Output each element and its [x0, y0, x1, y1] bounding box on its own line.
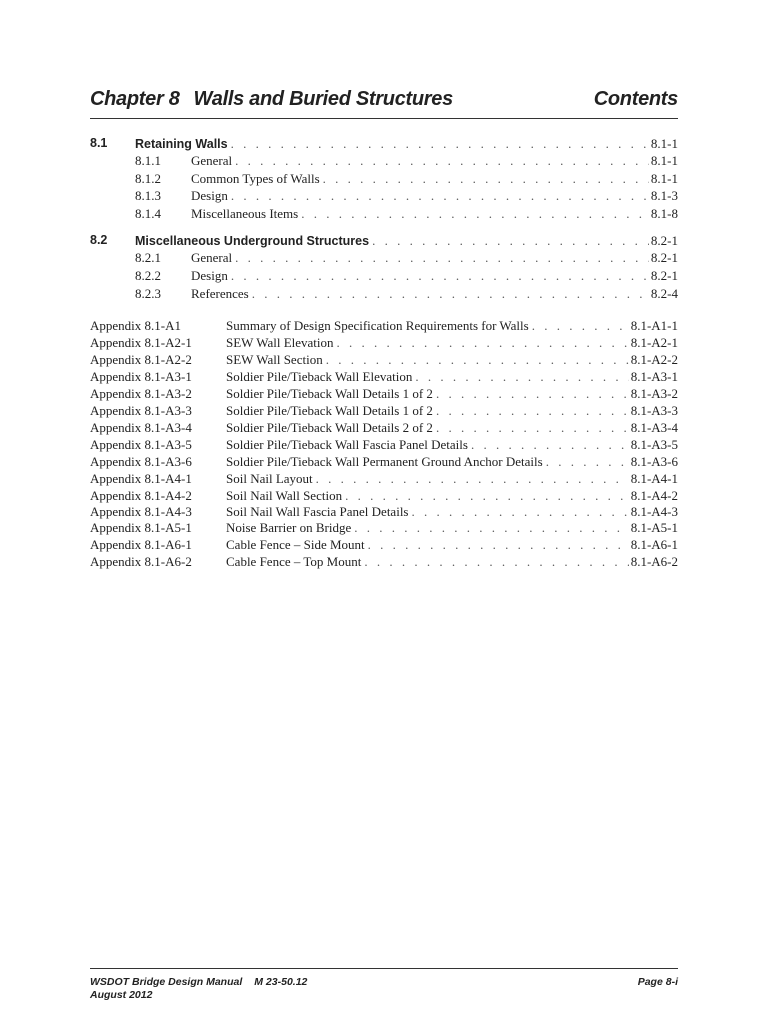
subsection-title: Common Types of Walls [191, 170, 323, 187]
footer-manual-line [90, 976, 307, 989]
appendix-id: Appendix 8.1-A4-3 [90, 504, 192, 519]
toc-appendix-row[interactable] [90, 519, 678, 536]
appendix-id: Appendix 8.1-A6-1 [90, 537, 192, 552]
toc-subsection-8-1-1[interactable] [135, 152, 678, 169]
leader-dots [436, 385, 629, 402]
toc-subsection-8-1-4[interactable] [135, 205, 678, 222]
subsection-page: 8.1-3 [650, 188, 678, 203]
appendix-id: Appendix 8.1-A3-1 [90, 369, 192, 384]
subsection-page: 8.1-1 [650, 171, 678, 186]
toc-subsection-8-2-1[interactable] [135, 249, 678, 266]
toc-appendix-row[interactable] [90, 503, 678, 520]
appendix-page: 8.1-A6-1 [630, 537, 678, 552]
appendix-id: Appendix 8.1-A1 [90, 318, 181, 333]
appendix-id: Appendix 8.1-A3-5 [90, 437, 192, 452]
appendix-page: 8.1-A3-4 [630, 420, 678, 435]
appendix-page: 8.1-A4-2 [630, 488, 678, 503]
appendix-id: Appendix 8.1-A4-2 [90, 488, 192, 503]
appendix-title: SEW Wall Section [226, 351, 326, 368]
leader-dots [415, 368, 628, 385]
appendix-id: Appendix 8.1-A6-2 [90, 554, 192, 569]
toc-appendix-row[interactable] [90, 419, 678, 436]
toc-appendix-row[interactable] [90, 317, 678, 334]
section-title: Retaining Walls [135, 136, 231, 152]
leader-dots [471, 436, 629, 453]
subsection-page: 8.2-1 [650, 250, 678, 265]
toc-appendix-row[interactable] [90, 385, 678, 402]
subsection-page: 8.1-1 [650, 153, 678, 168]
appendix-title: SEW Wall Elevation [226, 334, 337, 351]
section-title: Miscellaneous Underground Structures [135, 233, 372, 249]
appendix-page: 8.1-A6-2 [630, 554, 678, 569]
footer-manual-name: WSDOT Bridge Design Manual [90, 976, 243, 988]
subsection-title: General [191, 152, 235, 169]
appendix-title: Soil Nail Wall Fascia Panel Details [226, 503, 412, 520]
subsection-title: References [191, 285, 252, 302]
section-number: 8.1 [90, 136, 108, 150]
appendix-title: Cable Fence – Side Mount [226, 536, 368, 553]
appendix-id: Appendix 8.1-A5-1 [90, 520, 192, 535]
subsection-number: 8.1.4 [135, 206, 161, 221]
leader-dots [235, 249, 649, 266]
toc-appendix-row[interactable] [90, 351, 678, 368]
appendix-page: 8.1-A3-2 [630, 386, 678, 401]
subsection-number: 8.2.2 [135, 268, 161, 283]
appendix-title: Soil Nail Wall Section [226, 487, 345, 504]
chapter-number: Chapter 8 [90, 88, 180, 110]
chapter-header [90, 88, 678, 119]
toc-appendix-row[interactable] [90, 470, 678, 487]
subsection-title: General [191, 249, 235, 266]
appendix-id: Appendix 8.1-A3-4 [90, 420, 192, 435]
chapter-heading [90, 88, 453, 111]
appendix-title: Noise Barrier on Bridge [226, 519, 354, 536]
leader-dots [301, 205, 649, 222]
appendix-title: Soil Nail Layout [226, 470, 316, 487]
leader-dots [337, 334, 629, 351]
footer-date: August 2012 [90, 989, 153, 1001]
contents-label: Contents [593, 88, 678, 110]
appendix-page: 8.1-A3-1 [630, 369, 678, 384]
toc-appendix-row[interactable] [90, 553, 678, 570]
appendix-page: 8.1-A3-5 [630, 437, 678, 452]
appendix-title: Summary of Design Specification Requirements for Walls [226, 317, 532, 334]
appendix-page: 8.1-A2-1 [630, 335, 678, 350]
leader-dots [231, 267, 649, 284]
section-page: 8.1-1 [650, 136, 678, 151]
section-number: 8.2 [90, 233, 108, 247]
appendix-title: Soldier Pile/Tieback Wall Details 1 of 2 [226, 385, 436, 402]
toc-appendix-row[interactable] [90, 402, 678, 419]
subsection-page: 8.1-8 [650, 206, 678, 221]
toc-appendix-row[interactable] [90, 334, 678, 351]
leader-dots [372, 232, 649, 249]
leader-dots [231, 187, 649, 204]
appendix-id: Appendix 8.1-A3-2 [90, 386, 192, 401]
subsection-title: Miscellaneous Items [191, 205, 301, 222]
subsection-title: Design [191, 187, 231, 204]
subsection-page: 8.2-4 [650, 286, 678, 301]
toc-appendix-row[interactable] [90, 368, 678, 385]
appendix-title: Soldier Pile/Tieback Wall Details 2 of 2 [226, 419, 436, 436]
leader-dots [532, 317, 629, 334]
appendix-id: Appendix 8.1-A4-1 [90, 471, 192, 486]
subsection-number: 8.1.2 [135, 171, 161, 186]
subsection-number: 8.1.3 [135, 188, 161, 203]
toc-appendix-row[interactable] [90, 453, 678, 470]
subsection-number: 8.2.1 [135, 250, 161, 265]
appendix-id: Appendix 8.1-A2-1 [90, 335, 192, 350]
leader-dots [368, 536, 629, 553]
appendix-page: 8.1-A4-3 [630, 504, 678, 519]
leader-dots [323, 170, 649, 187]
appendix-page: 8.1-A2-2 [630, 352, 678, 367]
appendix-page: 8.1-A3-6 [630, 454, 678, 469]
toc-subsection-8-1-3[interactable] [135, 187, 678, 204]
toc-section-8-1[interactable] [90, 135, 678, 152]
leader-dots [326, 351, 629, 368]
leader-dots [546, 453, 629, 470]
leader-dots [252, 285, 649, 302]
chapter-title: Walls and Buried Structures [193, 88, 453, 110]
subsection-page: 8.2-1 [650, 268, 678, 283]
toc-subsection-8-2-2[interactable] [135, 267, 678, 284]
leader-dots [235, 152, 649, 169]
appendix-title: Soldier Pile/Tieback Wall Elevation [226, 368, 415, 385]
appendix-page: 8.1-A1-1 [630, 318, 678, 333]
leader-dots [354, 519, 628, 536]
subsection-number: 8.2.3 [135, 286, 161, 301]
appendix-page: 8.1-A4-1 [630, 471, 678, 486]
appendix-title: Soldier Pile/Tieback Wall Permanent Ground Anchor Details [226, 453, 546, 470]
toc-appendix-row[interactable] [90, 436, 678, 453]
appendix-title: Soldier Pile/Tieback Wall Fascia Panel Details [226, 436, 471, 453]
subsection-title: Design [191, 267, 231, 284]
toc-appendix-row[interactable] [90, 536, 678, 553]
appendix-title: Cable Fence – Top Mount [226, 553, 364, 570]
subsection-number: 8.1.1 [135, 153, 161, 168]
leader-dots [436, 419, 629, 436]
leader-dots [345, 487, 629, 504]
leader-dots [231, 135, 649, 152]
toc-subsection-8-2-3[interactable] [135, 285, 678, 302]
appendix-id: Appendix 8.1-A3-6 [90, 454, 192, 469]
leader-dots [412, 503, 629, 520]
appendix-title: Soldier Pile/Tieback Wall Details 1 of 2 [226, 402, 436, 419]
footer-page-number: Page 8-i [637, 976, 678, 988]
leader-dots [316, 470, 629, 487]
leader-dots [364, 553, 628, 570]
appendix-page: 8.1-A3-3 [630, 403, 678, 418]
section-page: 8.2-1 [650, 233, 678, 248]
appendix-id: Appendix 8.1-A3-3 [90, 403, 192, 418]
toc-section-8-2[interactable] [90, 232, 678, 249]
page-footer [90, 968, 678, 1001]
toc-subsection-8-1-2[interactable] [135, 170, 678, 187]
toc-appendix-row[interactable] [90, 487, 678, 504]
appendix-page: 8.1-A5-1 [630, 520, 678, 535]
footer-manual-number: M 23-50.12 [254, 976, 308, 988]
leader-dots [436, 402, 629, 419]
appendix-id: Appendix 8.1-A2-2 [90, 352, 192, 367]
